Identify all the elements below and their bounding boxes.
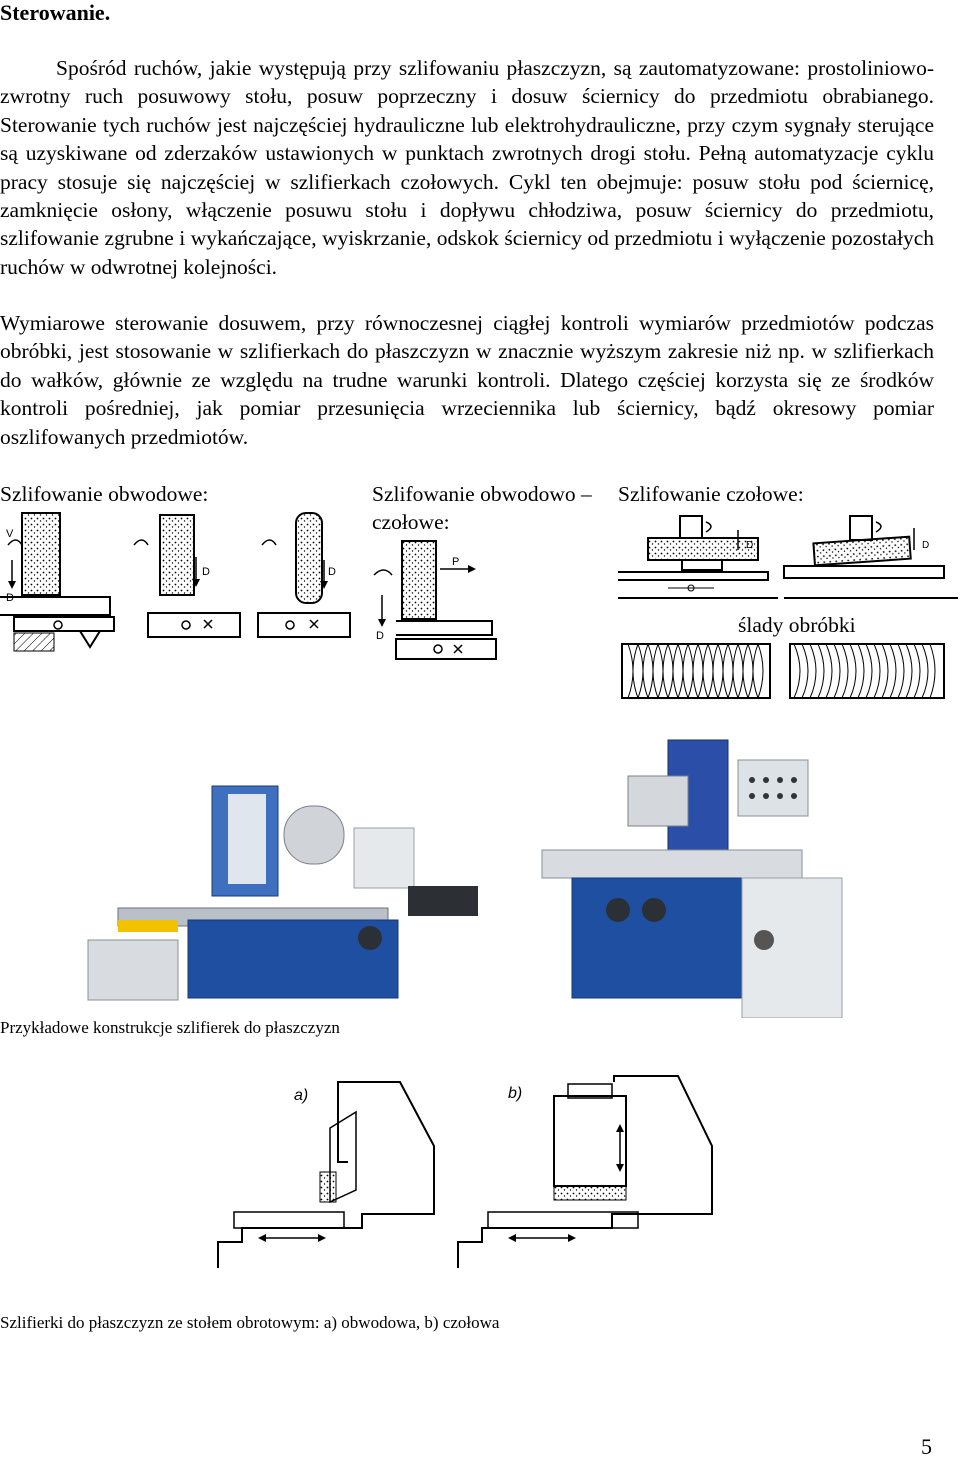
heading-face-grinding: Szlifowanie czołowe: xyxy=(618,482,804,506)
paragraph-dimensional-control: Wymiarowe sterowanie dosuwem, przy równoczesnej ciągłej kontroli wymiarów przedmiotów podczas obróbki, jest stosowanie w szlifierkach do płaszczyzn w znacznie wyższym zakresie niż np. w szlifierkach do wałków, głównie ze względu na trudne warunki kontroli. Dlatego częściej korzysta się ze środków kontroli pośredniej, jak pomiar przesunięcia wrzeciennika lub ściernicy, bądź okresowy pomiar oszlifowanych przedmiotów. xyxy=(0,311,934,449)
d-label-5: D xyxy=(746,540,754,551)
page-number: 5 xyxy=(921,1434,932,1459)
pp-label: P xyxy=(452,556,460,568)
d-label-6: D xyxy=(922,540,930,551)
face-grinding-diagram xyxy=(618,510,960,602)
surface-grinder-photo-2 xyxy=(532,730,856,1018)
heading-peripheral-face-grinding: Szlifowanie obwodowo – czołowe: xyxy=(372,482,592,534)
rotary-table-grinders-diagram xyxy=(212,1072,732,1272)
machining-marks-diagram xyxy=(618,640,948,702)
d-label-2: D xyxy=(202,566,210,578)
caption-example-machines: Przykładowe konstrukcje szlifierek do płaszczyzn xyxy=(0,1018,340,1037)
page-title: Sterowanie. xyxy=(0,0,111,25)
vt-label-1: V xyxy=(6,528,14,540)
d-label-3: D xyxy=(328,566,336,578)
d-label-4: D xyxy=(376,630,384,642)
paragraph-automation: Spośród ruchów, jakie występują przy szlifowaniu płaszczyzn, są zautomatyzowane: prostoliniowo-zwrotny ruch posuwowy stołu, posuw poprzeczny i dosuw ściernicy do przedmiotu obrabianego. Sterowanie tych ruchów jest najczęściej hydrauliczne lub elektrohydrauliczne, przy czym sygnały sterujące są uzyskiwane od zderzaków ustawionych w punktach zwrotnych drogi stołu. Pełną automatyzacje cyklu pracy stosuje się najczęściej w szlifierkach czołowych. Cykl ten obejmuje: posuw stołu pod ściernicę, zamknięcie osłony, włączenie posuwu stołu i dopływu chłodziwa, posuw ściernicy do przedmiotu, szlifowanie zgrubne i wykańczające, wyiskrzanie, odskok ściernicy od przedmiotu i wyłączenie pozostałych ruchów w odwrotnej kolejności. xyxy=(0,56,934,279)
machining-marks-label: ślady obróbki xyxy=(738,613,856,637)
d-label-1: D xyxy=(6,592,14,604)
caption-rotary-table-grinders: Szlifierki do płaszczyzn ze stołem obrotowym: a) obwodowa, b) czołowa xyxy=(0,1313,500,1332)
peripheral-grinding-diagram xyxy=(0,505,360,655)
label-b: b) xyxy=(508,1085,523,1102)
surface-grinder-photo-1 xyxy=(78,780,478,1010)
label-a: a) xyxy=(294,1087,309,1104)
heading-peripheral-grinding: Szlifowanie obwodowe: xyxy=(0,482,209,506)
peripheral-face-grinding-diagram xyxy=(372,535,502,665)
